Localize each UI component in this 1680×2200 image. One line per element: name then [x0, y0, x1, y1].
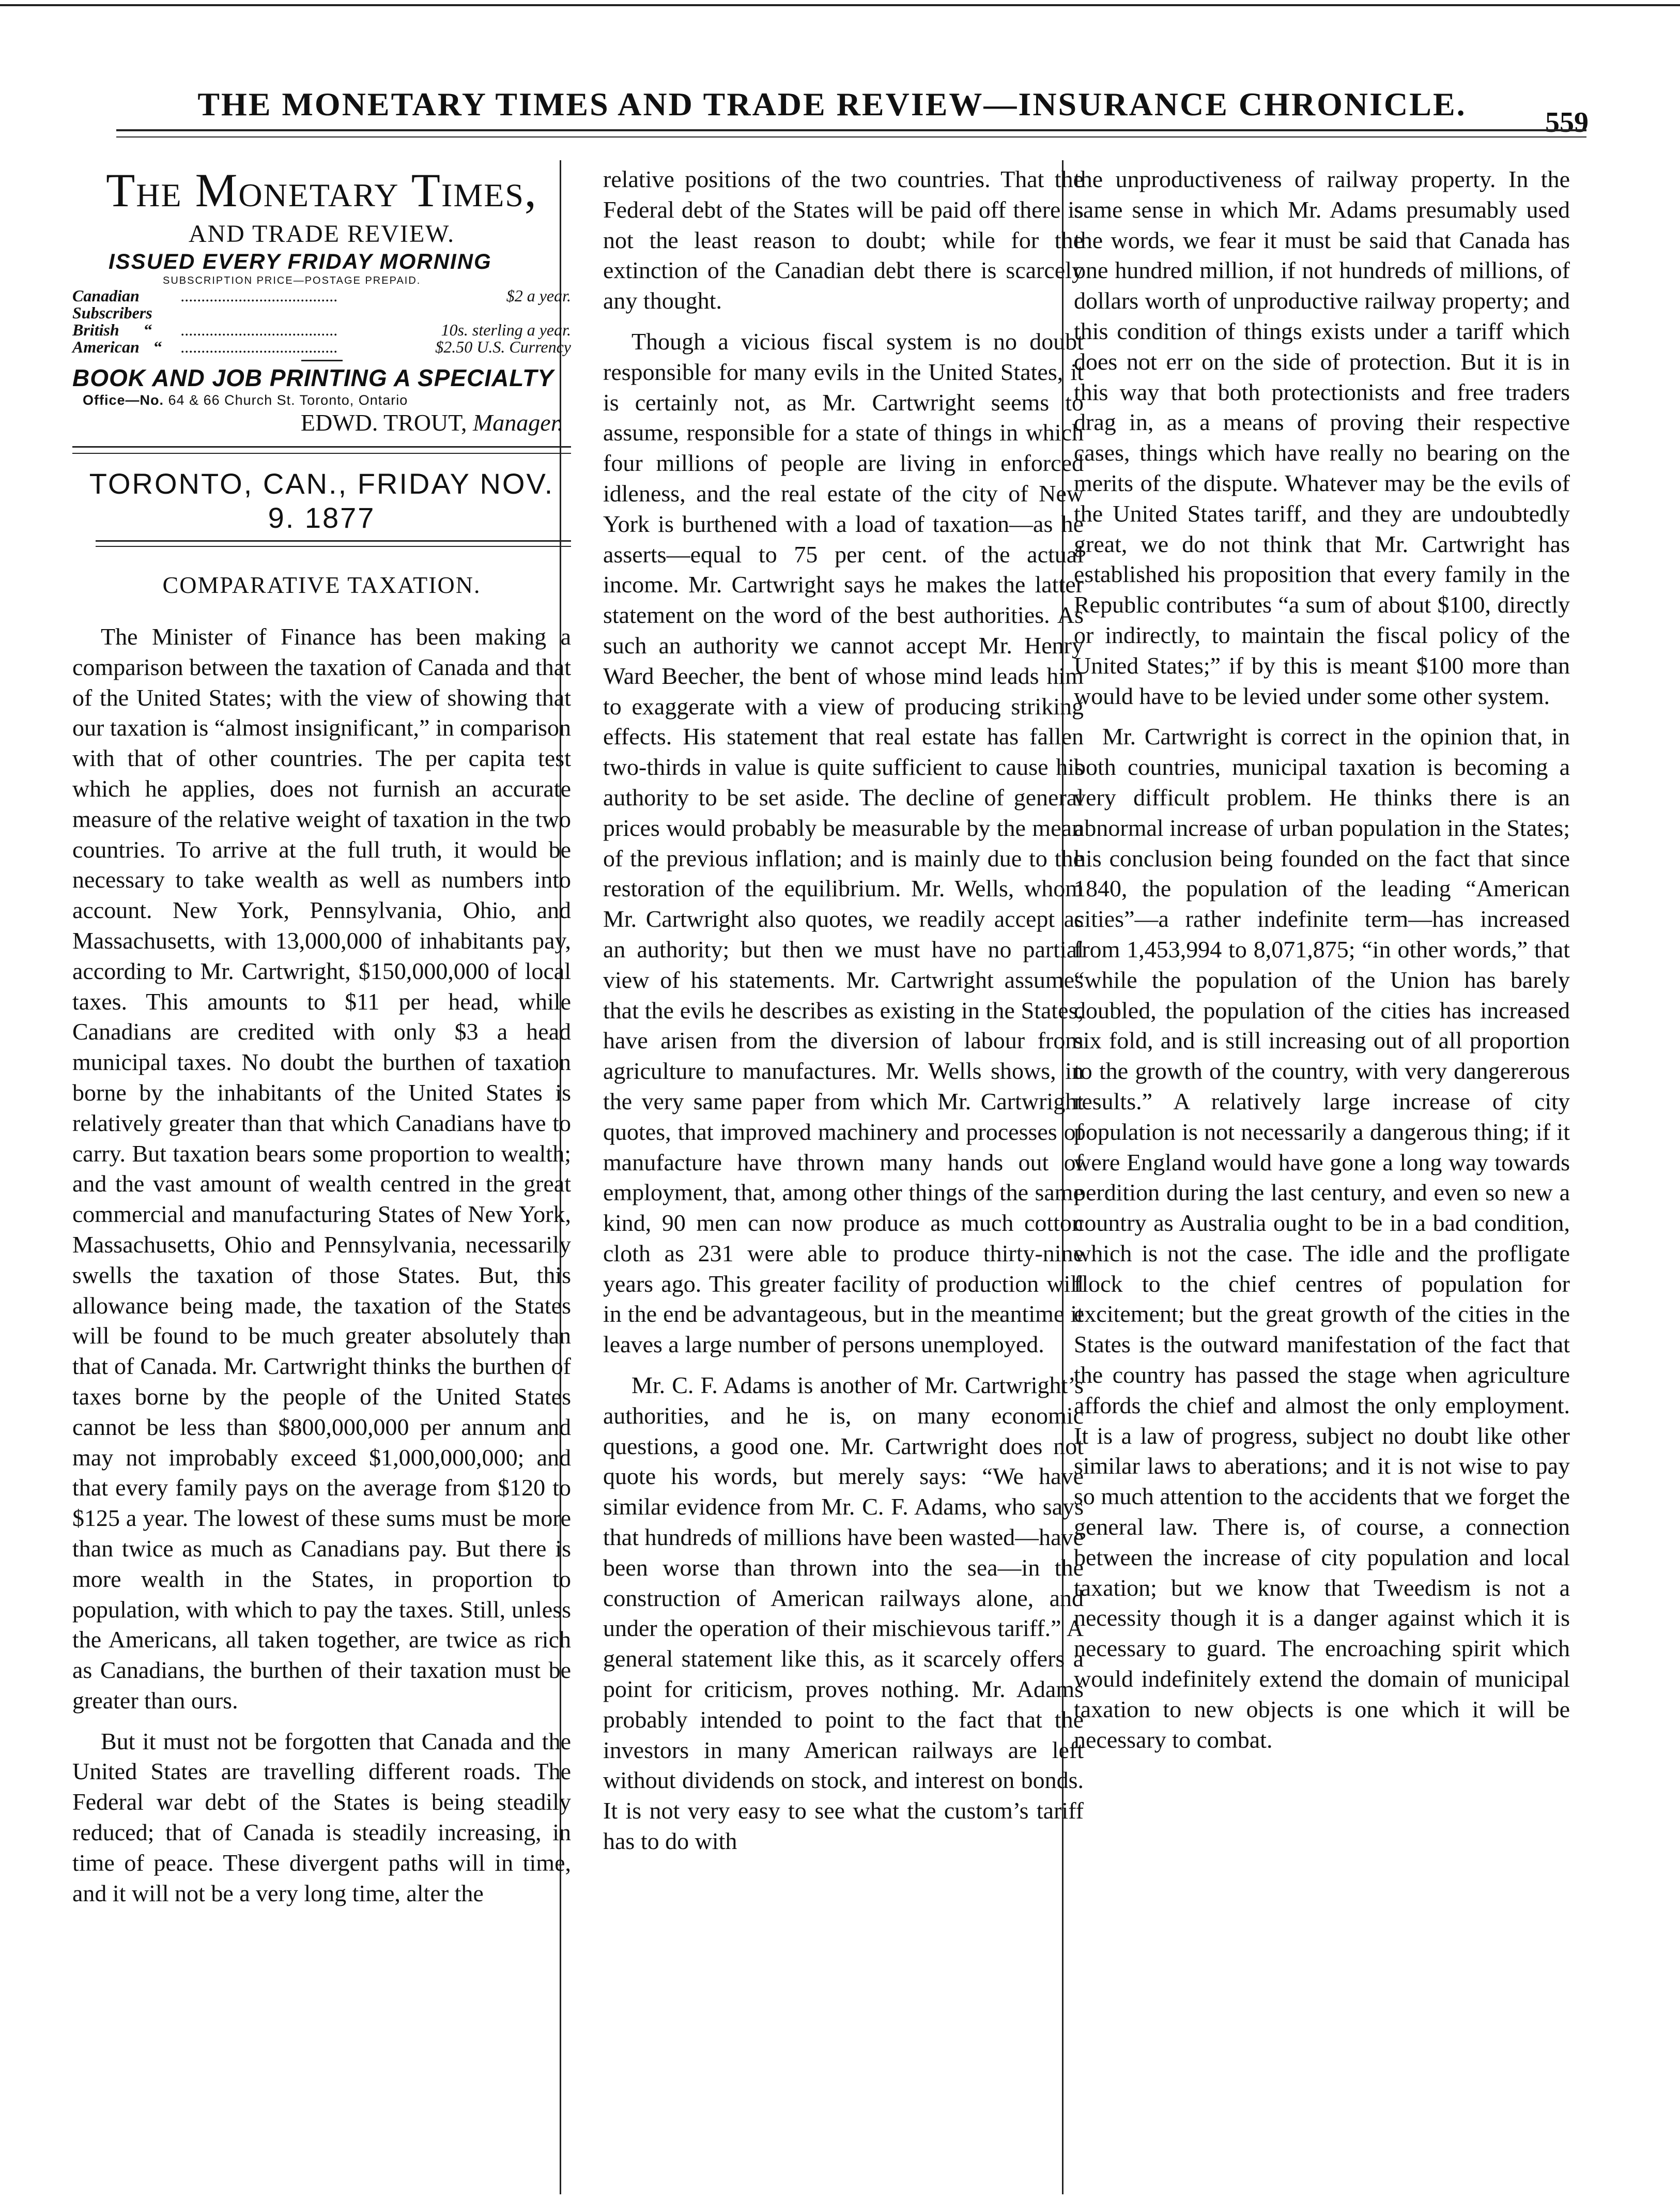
masthead-book-printing: BOOK AND JOB PRINTING A SPECIALTY — [72, 364, 554, 391]
header-rule — [116, 129, 1586, 131]
article-paragraph: Though a vicious fiscal system is no doubt responsible for many evils in the United States, it is certainly not, as Mr. Cartwright seems to assume, responsible for a state of things in which four millions of people are living in enforced idleness, and the real estate of the city of New York is burthened with a load of taxation—as he asserts—equal to 75 per cent. of the actual income. Mr. Cartwright says he makes the latter statement on the word of the best authorities. As such an authority we cannot accept Mr. Henry Ward Beecher, the bent of whose mind leads him to exaggerate with a view of producing striking effects. His statement that real estate has fallen two-thirds in value is quite sufficient to cause his authority to be set aside. The decline of general prices would probably be measurable by the mean of the previous inflation; and is mainly due to the restoration of the equilibrium. Mr. Wells, whom Mr. Cartwright also quotes, we readily accept as an authority; but then we must have no partial view of his statements. Mr. Cartwright assumes that the evils he describes as existing in the States, have arisen from the diversion of labour from agriculture to manufactures. Mr. Wells shows, in the very same paper from which Mr. Cartwright quotes, that improved machinery and processes of manufacture have thrown many hands out of employment, that, among other things of the same kind, 90 men can now produce as much cotton cloth as 231 were able to produce thirty-nine years ago. This greater facility of production will in the end be advantageous, but in the meantime it leaves a large number of persons unemployed. — [603, 328, 1084, 1358]
header-rule-thin — [116, 136, 1586, 138]
dateline: TORONTO, CAN., FRIDAY NOV. 9. 1877 — [89, 467, 554, 534]
masthead-short-rule — [301, 360, 343, 361]
dateline-rule-thin — [96, 546, 571, 547]
masthead-issued: ISSUED EVERY FRIDAY MORNING — [109, 249, 492, 273]
rate-price: $2 a year. — [506, 286, 571, 305]
article-paragraph: relative positions of the two countries. That the Federal debt of the States will be paid off there is not the least reason to doubt; while for the extinction of the Canadian debt there is scarcely any thought. — [603, 166, 1084, 314]
ditto-mark: “ — [153, 338, 162, 356]
article-paragraph: Mr. Cartwright is correct in the opinion that, in both countries, municipal taxation is becoming a very difficult problem. He thinks there is an abnormal increase of urban population in the States; his conclusion being founded on the fact that since 1840, the population of the leading “American cities”—a rather indefinite term—has increased from 1,453,994 to 8,071,875; “in other words,” that “while the population of the Union has barely doubled, the population of the cities has increased six fold, and is still increasing out of all proportion to the growth of the country, with very dangererous results.” A relatively large increase of city population is not necessarily a dangerous thing; if it were England would have gone a long way towards perdition during the last century, and even so new a country as Australia ought to be in a bad condition, which is not the case. The idle and the profligate flock to the chief centres of population for excitement; but the great growth of the cities in the States is the outward manifestation of the fact that the country has passed the stage when agriculture affords the chief and almost the only employment. It is a law of progress, subject no doubt like other similar laws to aberations; and it is not wise to pay so much attention to the accidents that we forget the general law. There is, of course, a connection between the increase of city population and local taxation; but we know that Tweedism is not a necessity though it is a danger against which it is necessary to guard. The encroaching spirit which would indefinitely extend the domain of municipal taxation to new objects is one which it will be necessary to combat. — [1074, 723, 1570, 1753]
rate-row — [72, 322, 571, 339]
ditto-mark: “ — [144, 320, 152, 339]
rate-row — [72, 339, 571, 356]
subscription-heading: SUBSCRIPTION PRICE—POSTAGE PREPAID. — [163, 275, 421, 286]
article-title: COMPARATIVE TAXATION. — [162, 572, 481, 598]
dateline-rule — [96, 540, 571, 542]
rate-who: American “ — [72, 338, 162, 356]
rate-leader: ...................................... — [181, 322, 338, 339]
page-number: 559 — [1545, 106, 1589, 139]
rate-row — [72, 287, 571, 322]
rate-who: British “ — [72, 320, 152, 339]
masthead-rule — [72, 446, 571, 448]
rate-leader: ...................................... — [181, 339, 338, 356]
article-paragraph: the unproductiveness of railway property. In the same sense in which Mr. Adams presumably used the words, we fear it must be said that Canada has one hundred million, if not hundreds of millions, of dollars worth of unproductive railway property; and this condition of things exists under a tariff which does not err on the side of protection. But it is in this way that both protectionists and free traders drag in, as a means of proving their respective cases, things which have really no bearing on the merits of the dispute. Whatever may be the evils of the United States tariff, and they are undoubtedly great, we do not think that Mr. Cartwright has established his proposition that every family in the Republic contributes “a sum of about $100, directly or indirectly, to maintain the fiscal policy of the United States;” if by this is meant $100 more than would have to be levied under some other system. — [1074, 166, 1570, 709]
column-2 — [603, 164, 1084, 1857]
running-head: THE MONETARY TIMES AND TRADE REVIEW—INSURANCE CHRONICLE. — [197, 86, 1467, 123]
column-1 — [72, 164, 571, 1908]
rate-leader: ...................................... — [181, 287, 338, 305]
masthead — [72, 164, 571, 547]
masthead-office: Office—No. 64 & 66 Church St. Toronto, Ontario — [83, 392, 408, 408]
masthead-rule-thin — [72, 453, 571, 454]
rate-price: 10s. sterling a year. — [441, 320, 571, 339]
rate-price: $2.50 U.S. Currency — [435, 338, 571, 356]
article-paragraph: The Minister of Finance has been making a comparison between the taxation of Canada and that of the United States; with the view of showing that our taxation is “almost insignificant,” in comparison with that of other countries. The per capita test which he applies, does not furnish an accurate measure of the relative weight of taxation in the two countries. To arrive at the full truth, it would be necessary to take wealth as well as numbers into account. New York, Pennsylvania, Ohio, and Massachusetts, with 13,000,000 of inhabitants pay, according to Mr. Cartwright, $150,000,000 of local taxes. This amounts to $11 per head, while Canadians are credited with only $3 a head municipal taxes. No doubt the burthen of taxation borne by the inhabitants of the United States is relatively greater than that which Canadians have to carry. But taxation bears some proportion to wealth; and the vast amount of wealth centred in the great commercial and manufacturing States of New York, Massachusetts, Ohio and Pennsylvania, necessarily swells the taxation of those States. But, this allowance being made, the taxation of the States will be found to be much greater absolutely than that of Canada. Mr. Cartwright thinks the burthen of taxes borne by the people of the United States cannot be less than $800,000,000 per annum and may not improbably exceed $1,000,000,000; and that every family pays on the average from $120 to $125 a year. The lowest of these sums must be more than twice as much as Canadians pay. But there is more wealth in the States, in proportion to population, with which to pay the taxes. Still, unless the Americans, all taken together, are twice as rich as Canadians, the burthen of their taxation must be greater than ours. — [72, 623, 571, 1714]
rate-who: Canadian Subscribers — [72, 286, 152, 322]
masthead-title: The Monetary Times, — [106, 164, 537, 217]
article-paragraph: But it must not be forgotten that Canada and the United States are travelling different roads. The Federal war debt of the States is being steadily reduced; that of Canada is steadily increasing, in time of peace. These divergent paths will in time, and it will not be a very long time, alter the — [72, 1728, 571, 1906]
masthead-subtitle: AND TRADE REVIEW. — [188, 220, 455, 248]
column-3 — [1074, 164, 1570, 1755]
masthead-manager: EDWD. TROUT, Manager. — [300, 409, 563, 436]
top-border-rule — [0, 4, 1680, 11]
article-paragraph: Mr. C. F. Adams is another of Mr. Cartwright’s authorities, and he is, on many economic questions, a good one. Mr. Cartwright does not quote his words, but merely says: “We have similar evidence from Mr. C. F. Adams, who says that hundreds of millions have been wasted—have been worse than thrown into the sea—in the construction of American railways alone, and under the operation of their mischievous tariff.” A general statement like this, as it scarcely offers a point for criticism, proves nothing. Mr. Adams probably intended to point to the fact that the investors in many American railways are left without dividends on stock, and interest on bonds. It is not very easy to see what the custom’s tariff has to do with — [603, 1372, 1084, 1855]
